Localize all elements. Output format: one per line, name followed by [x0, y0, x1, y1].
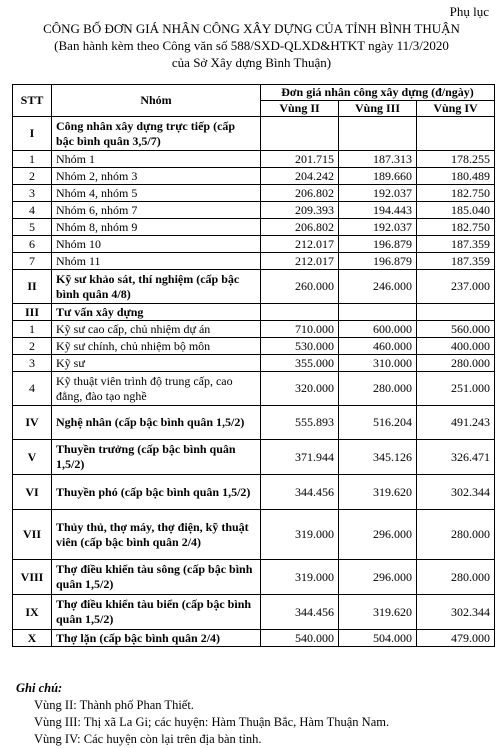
notes-label: Ghi chú: — [16, 681, 63, 695]
table-row — [13, 372, 495, 406]
row-zone-3-value: 296.000 — [339, 560, 417, 595]
header-stt: STT — [13, 85, 52, 117]
row-stt: 1 — [13, 151, 52, 168]
row-zone-3-value: 319.620 — [339, 595, 417, 630]
row-stt: VIII — [13, 560, 52, 595]
row-stt: 5 — [13, 219, 52, 236]
table-row — [13, 304, 495, 321]
row-zone-4-value: 280.000 — [417, 510, 495, 560]
row-zone-4-value: 187.359 — [417, 253, 495, 270]
table-row — [13, 321, 495, 338]
row-zone-2-value: 344.456 — [261, 595, 339, 630]
row-name: Nhóm 11 — [52, 253, 261, 270]
row-zone-3-value: 460.000 — [339, 338, 417, 355]
row-zone-2-value: 540.000 — [261, 630, 339, 647]
row-stt: II — [13, 270, 52, 304]
row-zone-2-value: 320.000 — [261, 372, 339, 406]
table-row — [13, 595, 495, 630]
row-zone-4-value: 280.000 — [417, 355, 495, 372]
row-stt: I — [13, 117, 52, 151]
row-stt: 2 — [13, 168, 52, 185]
row-zone-2-value: 355.000 — [261, 355, 339, 372]
row-zone-3-value: 319.620 — [339, 475, 417, 510]
row-zone-3-value: 310.000 — [339, 355, 417, 372]
table-row — [13, 202, 495, 219]
row-zone-3-value: 600.000 — [339, 321, 417, 338]
row-zone-2-value: 530.000 — [261, 338, 339, 355]
row-stt: 6 — [13, 236, 52, 253]
row-name: Thợ điều khiển tàu biển (cấp bậc bình quân 1,5/2) — [52, 595, 261, 630]
row-zone-2-value — [261, 117, 339, 151]
row-zone-4-value — [417, 117, 495, 151]
row-zone-3-value: 516.204 — [339, 406, 417, 440]
row-stt: 7 — [13, 253, 52, 270]
row-stt: IV — [13, 406, 52, 440]
row-name: Thuyền phó (cấp bậc bình quân 1,5/2) — [52, 475, 261, 510]
row-zone-4-value: 182.750 — [417, 219, 495, 236]
table-row — [13, 630, 495, 647]
wage-table-body — [13, 117, 495, 647]
row-zone-4-value: 178.255 — [417, 151, 495, 168]
row-zone-3-value: 280.000 — [339, 372, 417, 406]
row-zone-4-value: 187.359 — [417, 236, 495, 253]
header-zone-2: Vùng II — [261, 101, 339, 117]
row-zone-3-value: 192.037 — [339, 185, 417, 202]
notes — [12, 680, 389, 748]
table-row — [13, 560, 495, 595]
row-name: Kỹ thuật viên trình độ trung cấp, cao đẳng, đào tạo nghề — [52, 372, 261, 406]
table-row — [13, 185, 495, 202]
row-zone-3-value: 196.879 — [339, 253, 417, 270]
row-name: Kỹ sư — [52, 355, 261, 372]
title-line-1: CÔNG BỐ ĐƠN GIÁ NHÂN CÔNG XÂY DỰNG CỦA TỈNH BÌNH THUẬN — [43, 21, 460, 36]
table-row — [13, 219, 495, 236]
row-zone-4-value: 237.000 — [417, 270, 495, 304]
row-zone-2-value: 206.802 — [261, 219, 339, 236]
row-zone-4-value: 251.000 — [417, 372, 495, 406]
row-zone-4-value: 182.750 — [417, 185, 495, 202]
row-stt: IX — [13, 595, 52, 630]
title-line-3: của Sở Xây dựng Bình Thuận) — [171, 55, 332, 70]
row-name: Công nhân xây dựng trực tiếp (cấp bậc bình quân 3,5/7) — [52, 117, 261, 151]
row-stt: VII — [13, 510, 52, 560]
row-zone-2-value: 319.000 — [261, 560, 339, 595]
row-zone-3-value: 196.879 — [339, 236, 417, 253]
row-zone-3-value: 192.037 — [339, 219, 417, 236]
row-zone-3-value: 189.660 — [339, 168, 417, 185]
row-zone-4-value: 180.489 — [417, 168, 495, 185]
row-name: Nhóm 4, nhóm 5 — [52, 185, 261, 202]
row-zone-2-value: 555.893 — [261, 406, 339, 440]
row-zone-2-value: 371.944 — [261, 440, 339, 475]
row-zone-2-value: 212.017 — [261, 253, 339, 270]
row-zone-4-value: 491.243 — [417, 406, 495, 440]
row-stt: 1 — [13, 321, 52, 338]
row-zone-4-value: 302.344 — [417, 475, 495, 510]
row-zone-4-value — [417, 304, 495, 321]
row-zone-4-value: 400.000 — [417, 338, 495, 355]
row-stt: 3 — [13, 355, 52, 372]
appendix-label: Phụ lục — [449, 4, 489, 19]
row-stt: VI — [13, 475, 52, 510]
row-zone-4-value: 479.000 — [417, 630, 495, 647]
header-zone-4: Vùng IV — [417, 101, 495, 117]
row-zone-3-value: 246.000 — [339, 270, 417, 304]
row-name: Thuyền trưởng (cấp bậc bình quân 1,5/2) — [52, 440, 261, 475]
row-zone-2-value: 319.000 — [261, 510, 339, 560]
row-zone-2-value: 710.000 — [261, 321, 339, 338]
row-zone-2-value: 209.393 — [261, 202, 339, 219]
row-name: Tư vấn xây dựng — [52, 304, 261, 321]
table-row — [13, 236, 495, 253]
document-title — [0, 20, 503, 71]
header-price: Đơn giá nhân công xây dựng (đ/ngày) — [261, 85, 495, 101]
row-name: Kỹ sư cao cấp, chủ nhiệm dự án — [52, 321, 261, 338]
table-row — [13, 168, 495, 185]
table-row — [13, 117, 495, 151]
row-zone-3-value — [339, 117, 417, 151]
table-row — [13, 355, 495, 372]
table-row — [13, 406, 495, 440]
row-stt: V — [13, 440, 52, 475]
table-row — [13, 253, 495, 270]
row-zone-3-value: 187.313 — [339, 151, 417, 168]
row-name: Thợ lặn (cấp bậc bình quân 2/4) — [52, 630, 261, 647]
row-zone-3-value — [339, 304, 417, 321]
row-stt: III — [13, 304, 52, 321]
title-line-2: (Ban hành kèm theo Công văn số 588/SXD-QLXD&HTKT ngày 11/3/2020 — [54, 38, 449, 53]
row-stt: 4 — [13, 372, 52, 406]
row-zone-4-value: 560.000 — [417, 321, 495, 338]
row-zone-4-value: 185.040 — [417, 202, 495, 219]
row-name: Kỹ sư khảo sát, thí nghiệm (cấp bậc bình quân 4/8) — [52, 270, 261, 304]
row-zone-3-value: 504.000 — [339, 630, 417, 647]
row-name: Nhóm 2, nhóm 3 — [52, 168, 261, 185]
row-name: Nhóm 1 — [52, 151, 261, 168]
row-name: Nhóm 6, nhóm 7 — [52, 202, 261, 219]
table-row — [13, 151, 495, 168]
row-name: Nghệ nhân (cấp bậc bình quân 1,5/2) — [52, 406, 261, 440]
table-row — [13, 338, 495, 355]
row-zone-2-value: 201.715 — [261, 151, 339, 168]
note-line: Vùng II: Thành phố Phan Thiết. — [34, 698, 194, 712]
row-zone-4-value: 326.471 — [417, 440, 495, 475]
row-name: Nhóm 10 — [52, 236, 261, 253]
row-zone-3-value: 296.000 — [339, 510, 417, 560]
row-zone-2-value: 344.456 — [261, 475, 339, 510]
table-row — [13, 475, 495, 510]
row-zone-4-value: 302.344 — [417, 595, 495, 630]
header-zone-3: Vùng III — [339, 101, 417, 117]
row-name: Thủy thủ, thợ máy, thợ điện, kỹ thuật viên (cấp bậc bình quân 2/4) — [52, 510, 261, 560]
row-zone-2-value: 206.802 — [261, 185, 339, 202]
row-zone-3-value: 194.443 — [339, 202, 417, 219]
table-row — [13, 270, 495, 304]
table-row — [13, 510, 495, 560]
row-stt: 4 — [13, 202, 52, 219]
table-row — [13, 440, 495, 475]
row-zone-4-value: 280.000 — [417, 560, 495, 595]
note-line: Vùng III: Thị xã La Gi; các huyện: Hàm Thuận Bắc, Hàm Thuận Nam. — [34, 715, 390, 729]
row-zone-2-value: 260.000 — [261, 270, 339, 304]
header-group: Nhóm — [52, 85, 261, 117]
note-line: Vùng IV: Các huyện còn lại trên địa bàn tỉnh. — [34, 732, 262, 746]
wage-table — [12, 84, 495, 647]
row-stt: X — [13, 630, 52, 647]
row-stt: 2 — [13, 338, 52, 355]
row-zone-2-value — [261, 304, 339, 321]
row-stt: 3 — [13, 185, 52, 202]
row-name: Thợ điều khiển tàu sông (cấp bậc bình quân 1,5/2) — [52, 560, 261, 595]
row-zone-2-value: 212.017 — [261, 236, 339, 253]
row-zone-2-value: 204.242 — [261, 168, 339, 185]
row-name: Kỹ sư chính, chủ nhiệm bộ môn — [52, 338, 261, 355]
row-zone-3-value: 345.126 — [339, 440, 417, 475]
row-name: Nhóm 8, nhóm 9 — [52, 219, 261, 236]
